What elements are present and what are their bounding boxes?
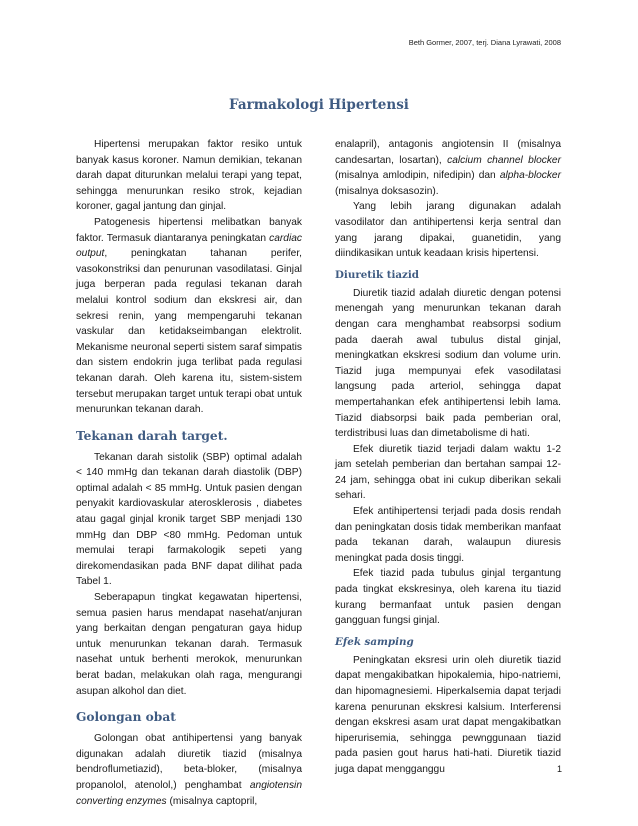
page-number: 1 xyxy=(557,764,563,774)
emphasis-term: calcium channel blocker xyxy=(447,154,561,166)
paragraph: Golongan obat antihipertensi yang banyak digunakan adalah diuretik tiazid (misalnya bendroflumetiazid), beta-bloker, (misalnya propanolol, atenolol,) penghambat angiotensin converting enzymes (misalnya captopril, xyxy=(76,733,302,807)
paragraph: Efek tiazid pada tubulus ginjal tergantung pada tingkat ekskresinya, oleh karena itu tiazid kurang bermanfaat untuk pasien dengan gangguan fungsi ginjal. xyxy=(335,568,561,627)
section-heading: Golongan obat xyxy=(76,710,176,725)
subsection-heading: Efek samping xyxy=(335,635,414,648)
page-header-citation: Beth Gormer, 2007, terj. Diana Lyrawati, 2008 xyxy=(408,38,561,47)
paragraph: Diuretik tiazid adalah diuretic dengan potensi menengah yang menurunkan tekanan darah dengan cara menghambat reabsorpsi sodium pada daerah awal tubulus distal ginjal, meningkatkan ekskresi sodium dan volume urin. Tiazid juga mempunyai efek vasodilatasi langsung pada arteriol, sehingga dapat mempertahankan efek antihipertensi lebih lama. Tiazid diabsorpsi baik pada pemberian oral, terdistribusi luas dan dimetabolisme di hati. xyxy=(335,287,561,440)
emphasis-term: angiotensin converting enzymes xyxy=(76,779,302,807)
left-column xyxy=(76,137,302,809)
paragraph: Efek antihipertensi terjadi pada dosis rendah dan peningkatan dosis tidak memberikan manfaat pada tekanan darah, walaupun diuresis meningkat pada dosis tinggi. xyxy=(335,506,561,564)
paragraph: enalapril), antagonis angiotensin II (misalnya candesartan, losartan), calcium channel blocker (misalnya amlodipin, nifedipin) dan alpha-blocker (misalnya doksasozin). xyxy=(335,139,561,197)
subsection-heading: Diuretik tiazid xyxy=(335,268,419,281)
section-heading: Tekanan darah target. xyxy=(76,428,228,443)
paragraph: Yang lebih jarang digunakan adalah vasodilator dan antihipertensi kerja sentral dan yang jarang dipakai, guanetidin, yang diindikasikan untuk keadaan krisis hipertensi. xyxy=(335,201,561,260)
paragraph: Tekanan darah sistolik (SBP) optimal adalah < 140 mmHg dan tekanan darah diastolik (DBP) optimal adalah < 85 mmHg. Untuk pasien dengan penyakit kardiovaskular aterosklerosis , diabetes atau gagal ginjal kronik target SBP menjadi 130 mmHg dan DBP <80 mmHg. Pedoman untuk memulai terapi farmakologik sepeti yang direkomendasikan pada BNF dapat dilihat pada Tabel 1. xyxy=(76,451,302,588)
emphasis-term: cardiac output xyxy=(76,232,302,260)
paragraph: Efek diuretik tiazid terjadi dalam waktu 1-2 jam setelah pemberian dan bertahan sampai 12-24 jam, sehingga obat ini cukup diberikan sekali sehari. xyxy=(335,443,561,502)
paragraph: Patogenesis hipertensi melibatkan banyak faktor. Termasuk diantaranya peningkatan cardiac output, peningkatan tahanan perifer, vasokonstriksi dan penurunan vasodilatasi. Ginjal juga berperan pada regulasi tekanan darah melalui kontrol sodium dan ekskresi air, dan sekresi renin, yang mempengaruhi tekanan vaskular dan ketidakseimbangan elektrolit. Mekanisme neuronal seperti sistem saraf simpatis dan sistem endokrin juga terlibat pada regulasi tekanan darah. Oleh karena itu, sistem-sistem tersebut merupakan target untuk terapi obat untuk menurunkan tekanan darah. xyxy=(76,216,302,416)
paragraph: Seberapapun tingkat kegawatan hipertensi, semua pasien harus mendapat nasehat/anjuran yang berkaitan dengan pengaturan gaya hidup untuk menurunkan tekanan darah. Termasuk nasehat untuk berhenti merokok, menurunkan berat badan, melakukan olah raga, mengurangi asupan alkohol dan diet. xyxy=(76,592,302,697)
emphasis-term: alpha-blocker xyxy=(499,170,561,182)
paragraph: Peningkatan eksresi urin oleh diuretik tiazid dapat mengakibatkan hipokalemia, hipo-natriemi, dan hipomagnesiemi. Hiperkalsemia dapat terjadi karena penurunan ekskresi kalsium. Interferensi dengan ekskresi asam urat dapat mengakibatkan hiperurisemia, sehingga pewnggunaan tiazid pada pasien gout harus hati-hati. Diuretik tiazid juga dapat mengganggu xyxy=(335,654,561,775)
paragraph: Hipertensi merupakan faktor resiko untuk banyak kasus koroner. Namun demikian, tekanan darah dapat diturunkan melalui terapi yang tepat, sehingga menurunkan resiko strok, kejadian koroner, gagal jantung dan ginjal. xyxy=(76,139,302,213)
page-title: Farmakologi Hipertensi xyxy=(229,97,409,113)
right-column xyxy=(335,137,561,778)
